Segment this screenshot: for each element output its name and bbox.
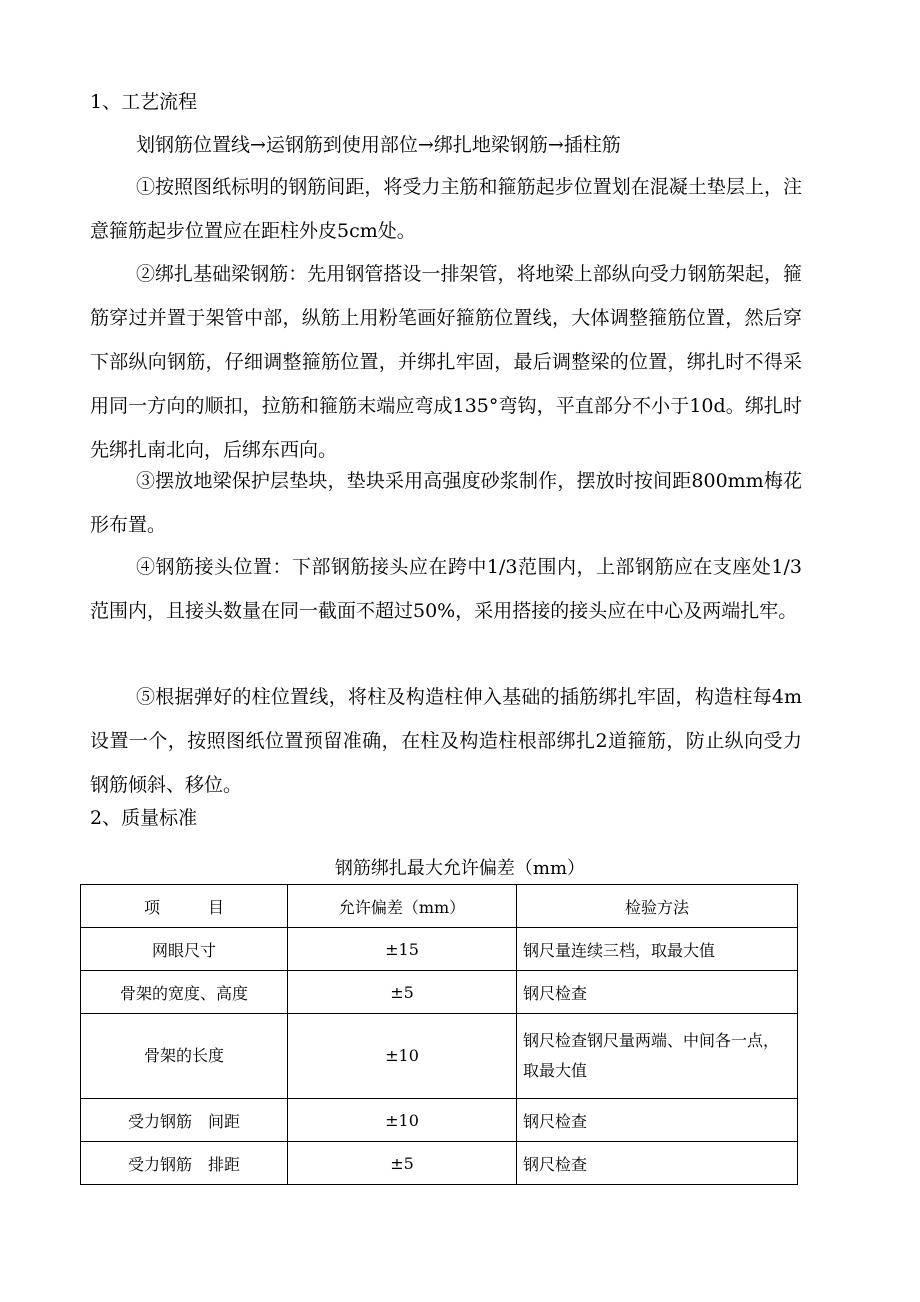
paragraph-step-5: ⑤根据弹好的柱位置线，将柱及构造柱伸入基础的插筋绑扎牢固，构造柱每4m设置一个，按照图纸位置预留准确，在柱及构造柱根部绑扎2道箍筋，防止纵向受力钢筋倾斜、移位。 [90,686,802,796]
row-method: 钢尺检查 [517,971,798,1014]
row-method: 钢尺量连续三档，取最大值 [517,928,798,971]
row-item: 骨架的长度 [81,1014,288,1099]
paragraph-step-2: ②绑扎基础梁钢筋：先用钢管搭设一排架管，将地梁上部纵向受力钢筋架起，箍筋穿过并置于架管中部，纵筋上用粉笔画好箍筋位置线，大体调整箍筋位置，然后穿下部纵向钢筋，仔细调整箍筋位置，并绑扎牢固，最后调整梁的位置，绑扎时不得采用同一方向的顺扣，拉筋和箍筋末端应弯成135°弯钩，平直部分不小于10d。绑扎时先绑扎南北向，后绑东西向。 [90,263,802,461]
section-heading-process: 1、工艺流程 [90,91,198,113]
row-tolerance: ±5 [288,971,517,1014]
table-row [81,1099,798,1142]
row-item: 受力钢筋 排距 [81,1142,288,1185]
paragraph-step-3: ③摆放地梁保护层垫块，垫块采用高强度砂浆制作，摆放时按间距800mm梅花形布置。 [90,470,802,536]
row-tolerance: ±5 [288,1142,517,1185]
row-item: 骨架的宽度、高度 [81,971,288,1014]
paragraph-step-4: ④钢筋接头位置：下部钢筋接头应在跨中1/3范围内，上部钢筋应在支座处1/3范围内，且接头数量在同一截面不超过50%，采用搭接的接头应在中心及两端扎牢。 [90,556,802,622]
row-tolerance: ±10 [288,1099,517,1142]
table-header-row [81,885,798,928]
process-flow-line: 划钢筋位置线→运钢筋到使用部位→绑扎地梁钢筋→插柱筋 [136,134,621,156]
row-item: 网眼尺寸 [81,928,288,971]
table-row [81,1142,798,1185]
row-method: 钢尺检查钢尺量两端、中间各一点，取最大值 [517,1014,798,1099]
table-title: 钢筋绑扎最大允许偏差（mm） [334,858,586,879]
row-tolerance: ±15 [288,928,517,971]
header-method: 检验方法 [517,885,798,928]
table-row [81,971,798,1014]
table-row [81,1014,798,1099]
section-heading-quality: 2、质量标准 [90,807,198,829]
row-method: 钢尺检查 [517,1099,798,1142]
table-row [81,928,798,971]
paragraph-step-1: ①按照图纸标明的钢筋间距，将受力主筋和箍筋起步位置划在混凝土垫层上，注意箍筋起步位置应在距柱外皮5cm处。 [90,176,802,242]
tolerance-table [80,884,798,1185]
row-method: 钢尺检查 [517,1142,798,1185]
row-tolerance: ±10 [288,1014,517,1099]
header-tolerance: 允许偏差（mm） [288,885,517,928]
row-item: 受力钢筋 间距 [81,1099,288,1142]
header-item: 项 目 [81,885,288,928]
